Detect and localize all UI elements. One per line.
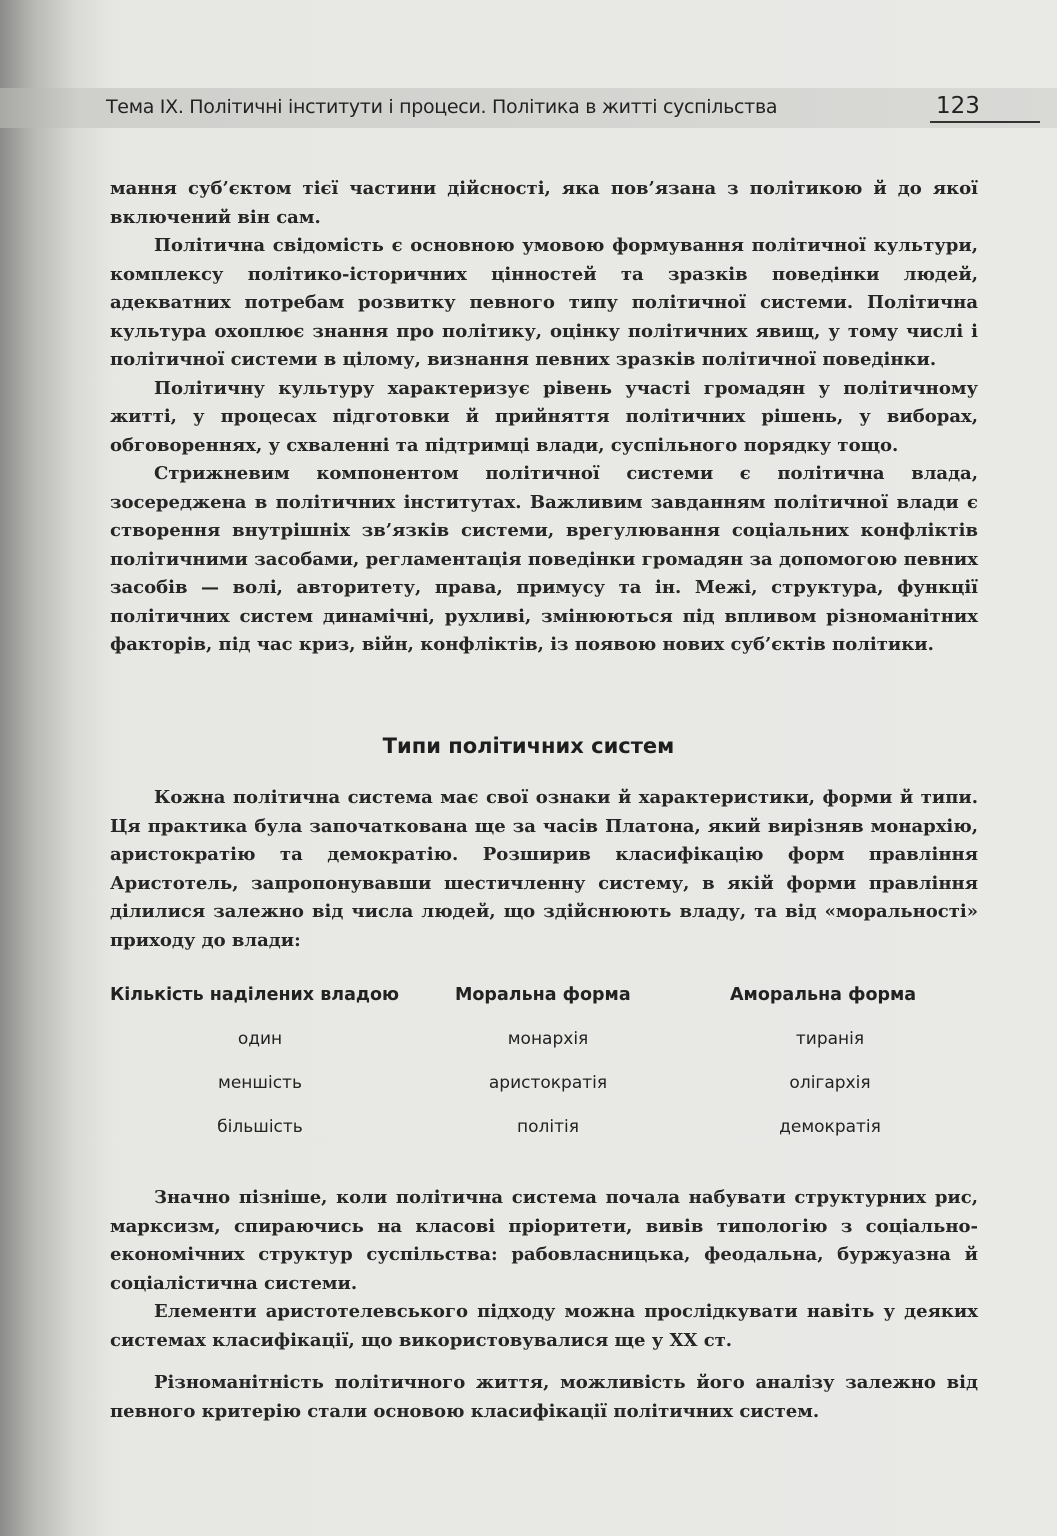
- table-cell: олігархія: [789, 1073, 871, 1093]
- table-header-immoral: Аморальна форма: [730, 985, 917, 1005]
- table-cell: політія: [517, 1117, 579, 1137]
- table-cell: один: [237, 1029, 283, 1049]
- text-block-intro: [110, 784, 978, 955]
- page-number: 123: [936, 93, 980, 119]
- paragraph: Різноманітність політичного життя, можливість його аналізу залежно від певного критерію стали основою класифікації політичних систем.: [110, 1372, 978, 1422]
- text-block-top: [110, 175, 978, 660]
- text-block-bottom: [110, 1184, 978, 1426]
- section-heading: Типи політичних систем: [382, 734, 675, 758]
- paragraph: Значно пізніше, коли політична система почала набувати структурних рис, марксизм, спираючись на класові пріоритети, вивів типологію з соціально-економічних структур суспільства: рабовласницька, феодальна, буржуазна й соціалістична системи.: [110, 1187, 978, 1294]
- table-header-moral: Моральна форма: [455, 985, 631, 1005]
- table-cell: більшість: [217, 1117, 303, 1137]
- paragraph: Політичну культуру характеризує рівень участі громадян у політичному житті, у процесах підготовки й прийняття політичних рішень, у виборах, обговореннях, у схваленні та підтримці влади, суспільного порядку тощо.: [110, 377, 978, 456]
- paragraph: мання суб’єктом тієї частини дійсності, яка пов’язана з політикою й до якої включений він сам.: [110, 178, 978, 228]
- paragraph: Елементи аристотелевського підходу можна прослідкувати навіть у деяких системах класифікації, що використовувалися ще у ХХ ст.: [110, 1301, 978, 1351]
- running-header-title: Тема IX. Політичні інститути і процеси. Політика в житті суспільства: [106, 96, 778, 118]
- paragraph: Політична свідомість є основною умовою формування політичної культури, комплексу політико-історичних цінностей та зразків поведінки людей, адекватних потребам розвитку певного типу політичної системи. Політична культура охоплює знання про політику, оцінку політичних явищ, у тому числі і політичної системи в цілому, визнання певних зразків політичної поведінки.: [110, 235, 978, 370]
- paragraph: Стрижневим компонентом політичної системи є політична влада, зосереджена в політичних інститутах. Важливим завданням політичної влади є створення внутрішніх зв’язків системи, врегулювання соціальних конфліктів політичними засобами, регламентація поведінки громадян за допомогою певних засобів — волі, авторитету, права, примусу та ін. Межі, структура, функції політичних систем динамічні, рухливі, змінюються під впливом різноманітних факторів, під час криз, війн, конфліктів, із появою нових суб’єктів політики.: [110, 463, 978, 655]
- table-cell: монархія: [507, 1029, 589, 1049]
- table-cell: демократія: [779, 1117, 881, 1137]
- paragraph: Кожна політична система має свої ознаки й характеристики, форми й типи. Ця практика була започаткована ще за часів Платона, який вирізняв монархію, аристократію та демократію. Розширив класифікацію форм правління Аристотель, запропонувавши шестичленну систему, в якій форми правління ділилися залежно від числа людей, що здійснюють владу, та від «моральності» приходу до влади:: [110, 787, 978, 951]
- table-cell: меншість: [218, 1073, 302, 1093]
- header-rule: [930, 121, 1040, 123]
- table-cell: тиранія: [795, 1029, 865, 1049]
- table-cell: аристократія: [488, 1073, 608, 1093]
- table-header-count: Кількість наділених владою: [110, 985, 400, 1005]
